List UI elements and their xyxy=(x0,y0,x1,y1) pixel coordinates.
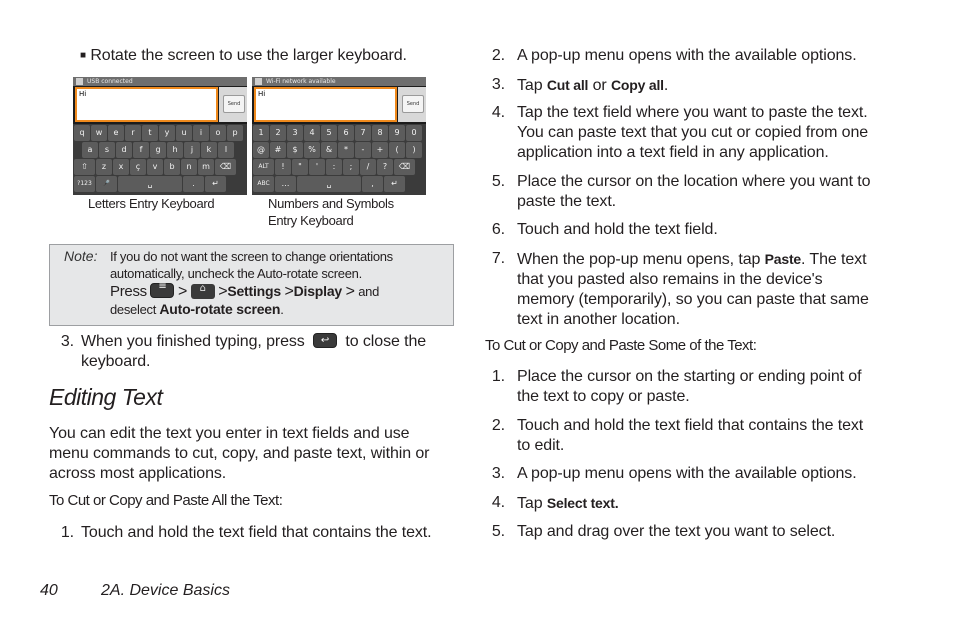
key: w xyxy=(91,125,107,141)
key: & xyxy=(321,142,337,158)
symbols-keyboard-screenshot xyxy=(252,77,426,195)
menu-key-icon xyxy=(150,283,174,298)
caption-symbols-2: Entry Keyboard xyxy=(268,213,354,228)
key: e xyxy=(108,125,124,141)
key: a xyxy=(82,142,98,158)
key: @ xyxy=(253,142,269,158)
key: ' xyxy=(309,159,325,175)
key: m xyxy=(198,159,214,175)
display-label: Display xyxy=(293,283,342,299)
symbols-key: ?123 xyxy=(74,176,95,192)
key: 2 xyxy=(270,125,286,141)
key: ! xyxy=(275,159,291,175)
step-a-3: 3. Tap Cut all or Copy all. xyxy=(491,76,669,94)
status-bar: Wi-Fi network available xyxy=(252,77,426,86)
key: f xyxy=(133,142,149,158)
usb-icon xyxy=(76,78,83,85)
enter-key: ↵ xyxy=(384,176,405,192)
auto-rotate-label: Auto-rotate screen xyxy=(159,301,281,317)
step-a-7: 7. When the pop-up menu opens, tap Paste. The text that you pasted also remains in the device's memory (temporarily), so you can paste that same text in another location. xyxy=(491,250,869,328)
space-key: ␣ xyxy=(118,176,182,192)
key: ? xyxy=(377,159,393,175)
home-key-icon xyxy=(191,284,215,299)
key: . xyxy=(183,176,204,192)
key: b xyxy=(164,159,180,175)
key: r xyxy=(125,125,141,141)
key: y xyxy=(159,125,175,141)
caption-letters: Letters Entry Keyboard xyxy=(88,196,215,211)
page-number: 40 xyxy=(40,582,58,599)
key: ç xyxy=(130,159,146,175)
key: g xyxy=(150,142,166,158)
key: * xyxy=(338,142,354,158)
shift-key: ⇧ xyxy=(74,159,95,175)
send-button: Send xyxy=(223,95,245,113)
status-bar: USB connected xyxy=(73,77,247,86)
delete-key: ⌫ xyxy=(215,159,236,175)
step-1-touch-hold: 1. Touch and hold the text field that contains the text. xyxy=(60,524,432,541)
letters-keyboard-screenshot xyxy=(73,77,247,195)
subheading-some-text: To Cut or Copy and Paste Some of the Text: xyxy=(485,337,757,354)
keyboard-keys xyxy=(252,124,426,195)
key: l xyxy=(218,142,234,158)
step-b-1: 1. Place the cursor on the starting or ending point of the text to copy or paste. xyxy=(491,368,862,405)
abc-key: ABC xyxy=(253,176,274,192)
key: u xyxy=(176,125,192,141)
key: 7 xyxy=(355,125,371,141)
key: j xyxy=(184,142,200,158)
key: t xyxy=(142,125,158,141)
note-line-1: If you do not want the screen to change orientations xyxy=(110,249,393,264)
step-b-2: 2. Touch and hold the text field that contains the text to edit. xyxy=(491,417,864,454)
key: p xyxy=(227,125,243,141)
back-key-icon xyxy=(313,333,337,348)
key: x xyxy=(113,159,129,175)
key: v xyxy=(147,159,163,175)
key: " xyxy=(292,159,308,175)
cut-all-label: Cut all xyxy=(546,77,589,93)
section-heading: Editing Text xyxy=(49,384,163,410)
key: $ xyxy=(287,142,303,158)
key: q xyxy=(74,125,90,141)
key: ; xyxy=(343,159,359,175)
subheading-all-text: To Cut or Copy and Paste All the Text: xyxy=(49,492,283,509)
key: 4 xyxy=(304,125,320,141)
step-b-3: 3. A pop-up menu opens with the available options. xyxy=(491,465,857,482)
paste-label: Paste xyxy=(764,251,802,267)
send-button: Send xyxy=(402,95,424,113)
key: ) xyxy=(406,142,422,158)
copy-all-label: Copy all xyxy=(611,77,664,93)
alt-key: ALT xyxy=(253,159,274,175)
space-key: ␣ xyxy=(297,176,361,192)
wifi-icon xyxy=(255,78,262,85)
step-b-5: 5. Tap and drag over the text you want to select. xyxy=(491,523,836,540)
key: 0 xyxy=(406,125,422,141)
key: 3 xyxy=(287,125,303,141)
key: : xyxy=(326,159,342,175)
key: o xyxy=(210,125,226,141)
step-a-4: 4. Tap the text field where you want to paste the text. You can paste text that you cut or copied from one application into a text field in any application. xyxy=(491,104,869,161)
note-line-4: deselect Auto-rotate screen. xyxy=(110,301,284,317)
key: + xyxy=(372,142,388,158)
note-box xyxy=(49,244,454,326)
key: 1 xyxy=(253,125,269,141)
intro-paragraph: You can edit the text you enter in text fields and use menu commands to cut, copy, and paste text, within or across most applications. xyxy=(49,425,430,482)
step-a-5: 5. Place the cursor on the location where you want to paste the text. xyxy=(491,173,871,210)
key: n xyxy=(181,159,197,175)
key: 6 xyxy=(338,125,354,141)
key: z xyxy=(96,159,112,175)
key: # xyxy=(270,142,286,158)
key: d xyxy=(116,142,132,158)
key: 5 xyxy=(321,125,337,141)
text-field: Hi xyxy=(254,87,397,122)
select-text-label: Select text. xyxy=(546,495,619,511)
step-a-6: 6. Touch and hold the text field. xyxy=(491,221,718,238)
settings-label: Settings xyxy=(227,283,281,299)
key: , xyxy=(362,176,383,192)
text-field: Hi xyxy=(75,87,218,122)
step-a-2: 2. A pop-up menu opens with the available options. xyxy=(491,47,857,64)
key: / xyxy=(360,159,376,175)
note-line-2: automatically, uncheck the Auto-rotate screen. xyxy=(110,266,362,281)
section-name: 2A. Device Basics xyxy=(101,582,230,599)
key: 8 xyxy=(372,125,388,141)
step-b-4: 4. Tap Select text. xyxy=(491,494,619,512)
bullet-item xyxy=(80,46,407,66)
delete-key: ⌫ xyxy=(394,159,415,175)
key: - xyxy=(355,142,371,158)
step-3-close-keyboard: 3. When you finished typing, press ↩ to close the keyboard. xyxy=(54,332,454,374)
mic-icon: 🎤 xyxy=(96,176,117,192)
caption-symbols-1: Numbers and Symbols xyxy=(268,196,394,211)
key: h xyxy=(167,142,183,158)
note-label: Note: xyxy=(64,248,98,264)
key: s xyxy=(99,142,115,158)
key: i xyxy=(193,125,209,141)
key: 9 xyxy=(389,125,405,141)
note-line-3: Press ≡ > ⌂ >Settings >Display > and xyxy=(110,283,379,301)
keyboard-keys xyxy=(73,124,247,195)
bullet-marker: ■ xyxy=(80,50,86,61)
key: k xyxy=(201,142,217,158)
key: … xyxy=(275,176,296,192)
key: % xyxy=(304,142,320,158)
key: ( xyxy=(389,142,405,158)
enter-key: ↵ xyxy=(205,176,226,192)
bullet-text: Rotate the screen to use the larger keyboard. xyxy=(90,47,407,64)
